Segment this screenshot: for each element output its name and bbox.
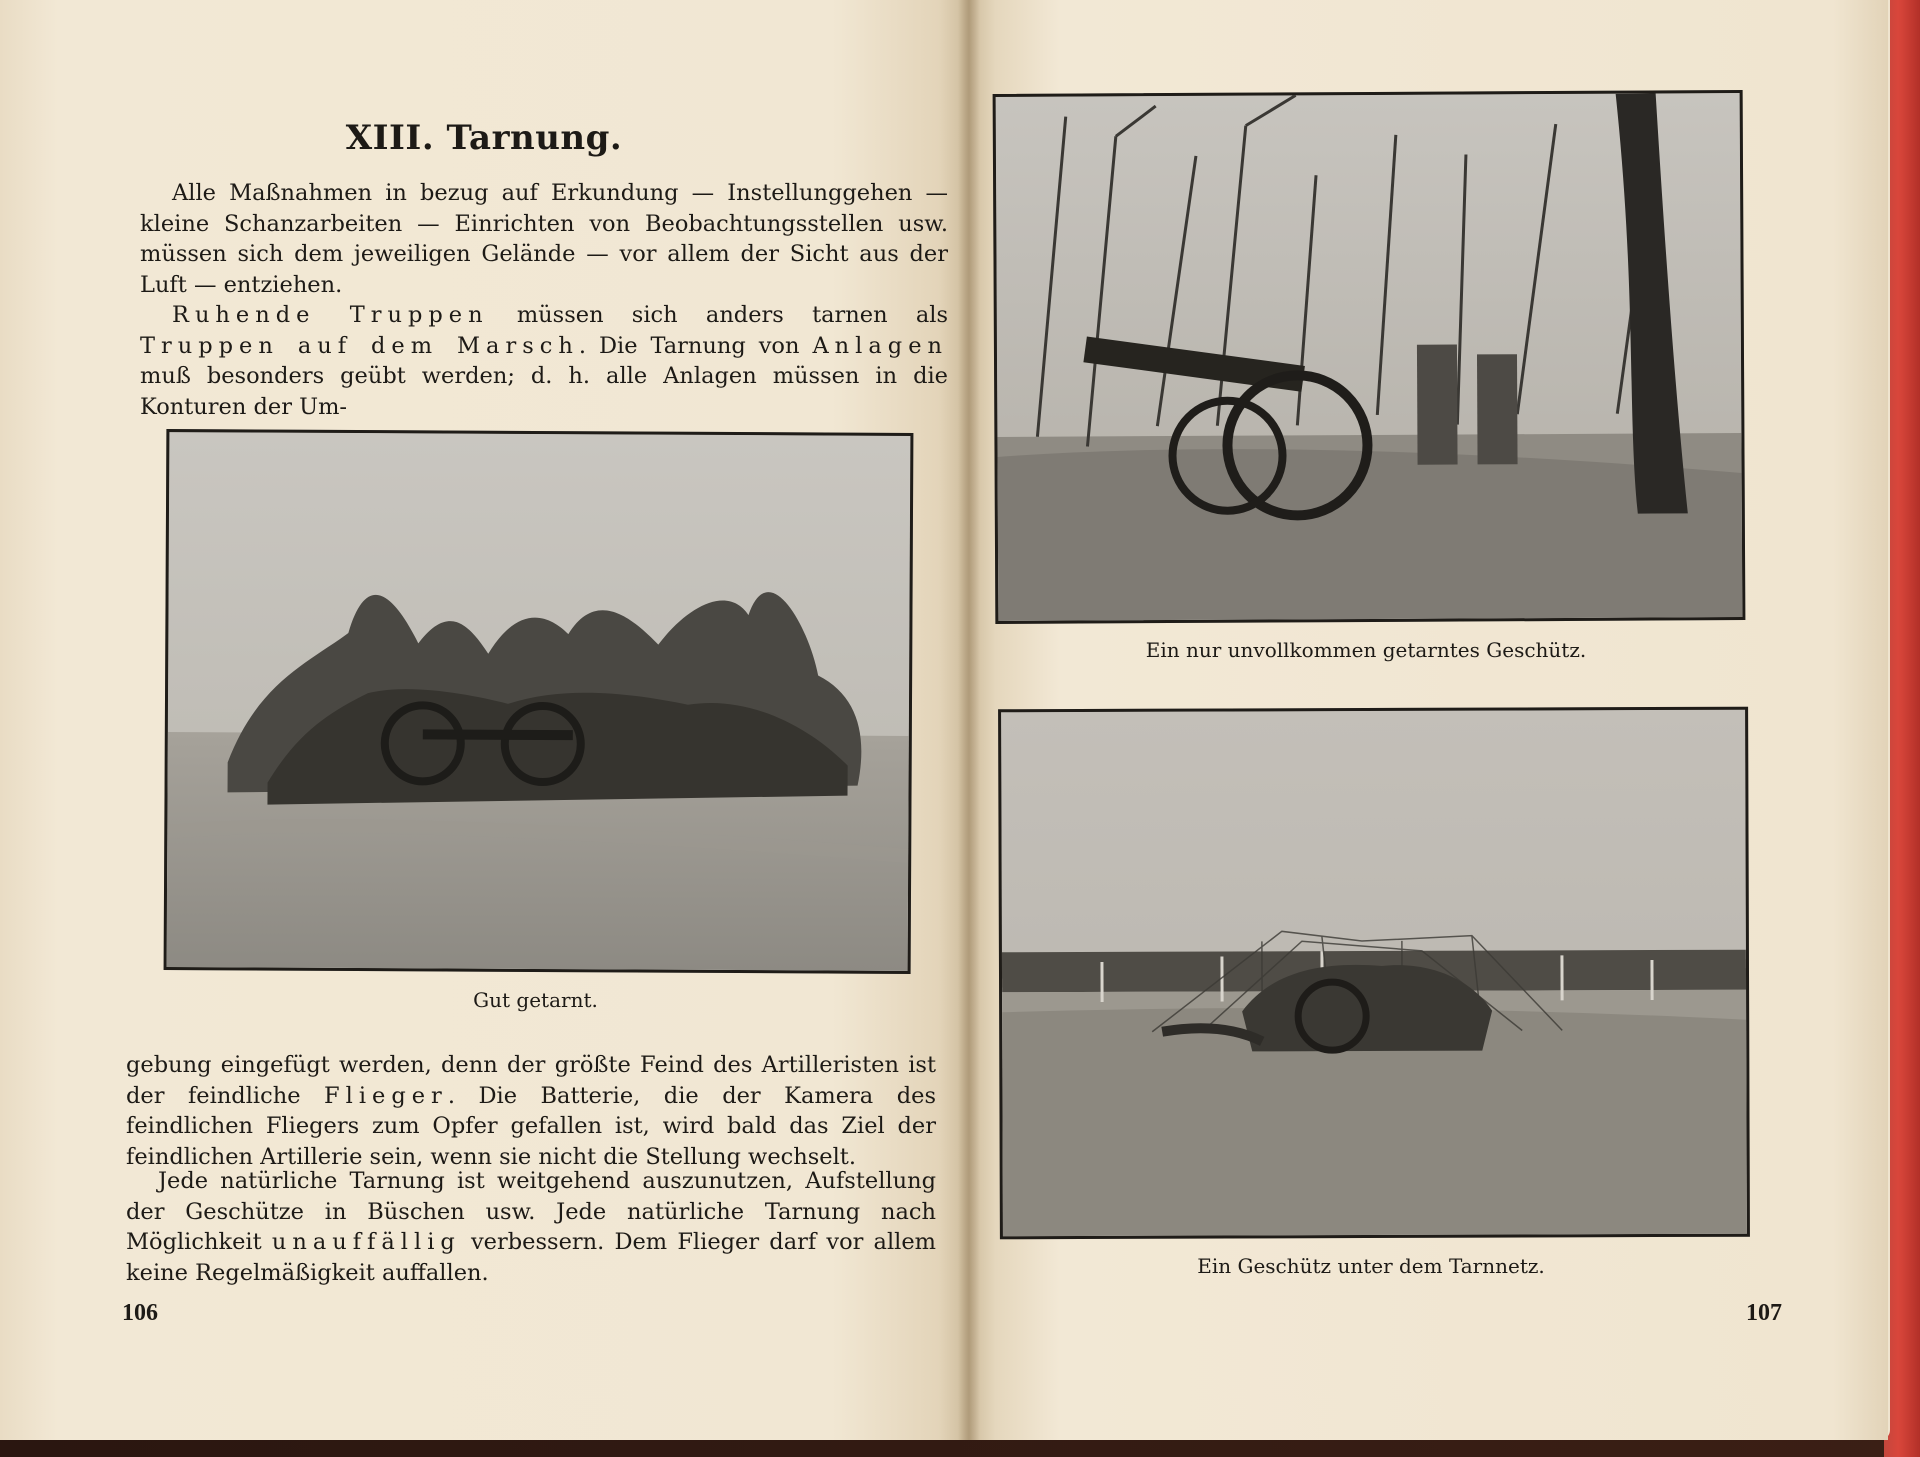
chapter-title: XIII. Tarnung. (345, 118, 623, 158)
emphasis-truppen-marsch: Truppen auf dem Marsch (140, 332, 579, 359)
emphasis-flieger: Flieger (324, 1082, 448, 1109)
paragraph-2-text-b: . Die Tarnung von (578, 332, 813, 359)
paragraph-2-text-a: müssen sich anders tarnen als (488, 302, 948, 328)
paragraph-4 (126, 1166, 936, 1288)
caption-gut-getarnt: Gut getarnt. (473, 988, 598, 1012)
paragraph-1 (140, 178, 948, 300)
paragraph-3 (126, 1050, 936, 1172)
paragraph-4-text-b: verbessern. Dem Flieger darf vor allem keine Regelmäßigkeit auffallen. (126, 1229, 937, 1286)
photo-gun-in-trees (164, 429, 914, 974)
photo-gun-partially-camouflaged-image (996, 93, 1743, 621)
photo-gun-partially-camouflaged (993, 90, 1746, 624)
paragraph-3-text-b: . Die Batterie, die der Kamera des feindlichen Fliegers zum Opfer gefallen ist, wird bald das Ziel der feindlichen Artillerie sein, wenn sie nicht die Stellung wechselt. (126, 1082, 936, 1170)
emphasis-unauffaellig: unauffällig (271, 1229, 461, 1255)
paragraph-2 (140, 300, 948, 422)
paragraph-1-text: Alle Maßnahmen in bezug auf Erkundung — Instellunggehen — kleine Schanzarbeiten — Einrichten von Beobachtungsstellen usw. müssen sich dem jeweiligen Gelände — vor allem der Sicht aus der Luft — entziehen. (140, 180, 948, 298)
photo-gun-under-net-image (1001, 710, 1747, 1237)
left-page (0, 0, 968, 1440)
right-page (968, 0, 1888, 1440)
paragraph-3-text-a: gebung eingefügt werden, denn der größte Feind des Artilleristen ist der feindliche (126, 1052, 936, 1109)
page-number-left: 106 (122, 1300, 158, 1326)
emphasis-ruhende-truppen: Ruhende Truppen (172, 302, 489, 328)
photo-gun-under-net (998, 707, 1750, 1240)
emphasis-anlagen: Anlagen (812, 332, 948, 359)
caption-unter-tarnnetz: Ein Geschütz unter dem Tarnnetz. (1197, 1254, 1545, 1278)
page-number-right: 107 (1746, 1300, 1782, 1326)
paragraph-2-text-c: muß besonders geübt werden; d. h. alle Anlagen müssen in die Konturen der Um- (140, 363, 948, 420)
book-gutter (958, 0, 980, 1440)
photo-gun-in-trees-image (167, 432, 911, 971)
paragraph-4-text-a: Jede natürliche Tarnung ist weitgehend auszunutzen, Aufstellung der Geschütze in Büschen usw. Jede natürliche Tarnung nach Möglichkeit (126, 1168, 936, 1255)
caption-unvollkommen-getarnt: Ein nur unvollkommen getarntes Geschütz. (1145, 638, 1587, 662)
